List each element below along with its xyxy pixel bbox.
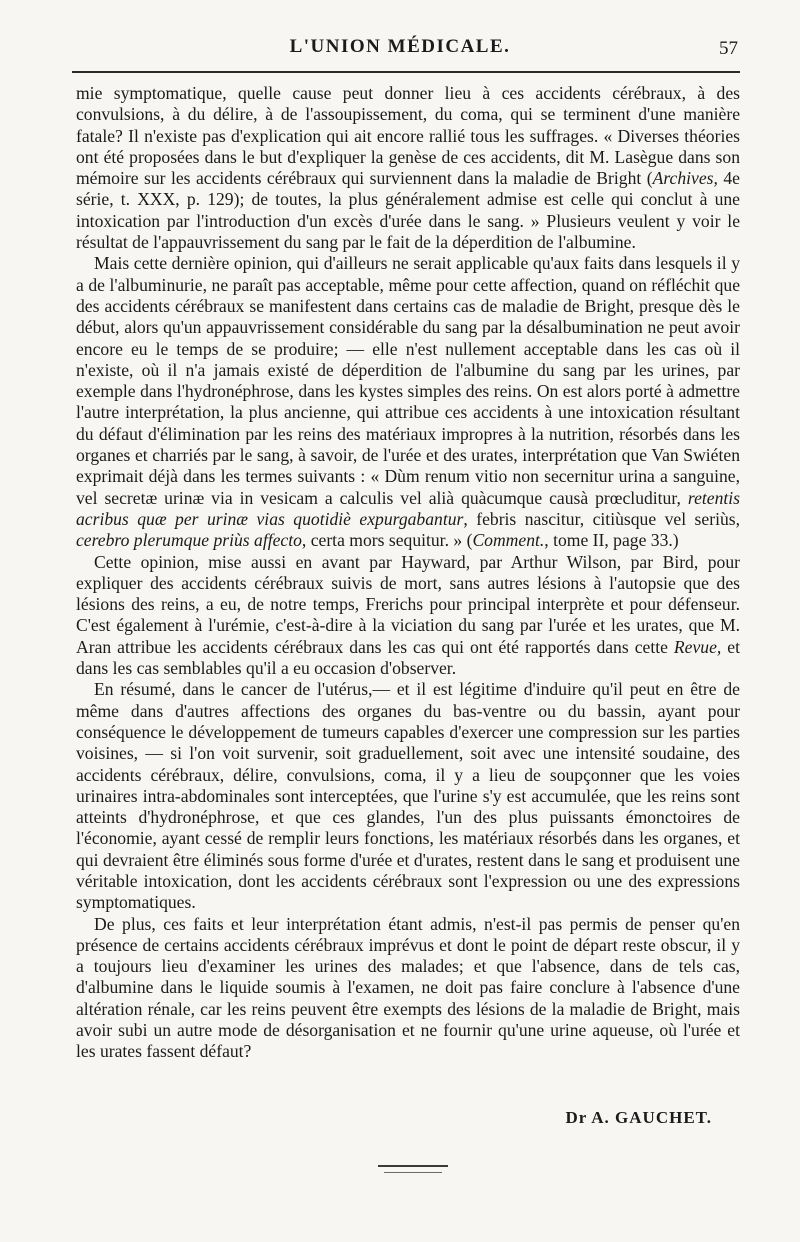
text-segment: Cette opinion, mise aussi en avant par Hayward, par Arthur Wilson, par Bird, pour expliquer des accidents cérébraux suivis de mort, sans autres lésions à l'autopsie que des lésions des reins, a eu, de notre temps, Frerichs pour principal interprète et pour défenseur. C'est également à l'urémie, c'est-à-dire à la viciation du sang par l'urée et les urates, que M. Aran attribue les accidents cérébraux dans les cas qui ont été rapportés dans cette [76,551,740,657]
italic-text: Revue, [673,636,722,657]
text-segment: En résumé, dans le cancer de l'utérus,— et il est légitime d'induire qu'il peut en être de même dans d'autres affections des organes du bas-ventre ou du bassin, ayant pour conséquence le développement de tumeurs capables d'exercer une compression sur les parties voisines, — si l'on voit survenir, soit graduellement, soit avec une intensité soudaine, des accidents cérébraux, délire, convulsions, coma, il y a lieu de soupçonner que les voies urinaires intra-abdominales sont interceptées, que l'urine s'y est accumulée, que les reins sont atteints d'hydronéphrose, et que ces glandes, l'un des plus puissants émonctoires de l'économie, ayant cessé de remplir leurs fonctions, les matériaux résorbés dans les organes, et qui devraient être éliminés sous forme d'urée et d'urates, restent dans le sang et produisent une véritable intoxication, dont les accidents cérébraux sont l'expression ou une des expressions symptomatiques. [76,679,740,913]
text-segment: mie symptomatique, quelle cause peut donner lieu à ces accidents cérébraux, à des convulsions, à du délire, à de l'assoupissement, du coma, qui se terminent d'une manière fatale? Il n'existe pas d'explication qui ait encore rallié tous les suffrages. « Diverses théories ont été proposées dans le but d'expliquer la genèse de ces accidents, dit M. Lasègue dans son mémoire sur les accidents cérébraux qui surviennent dans la maladie de Bright ( [76,83,740,189]
text-segment: , tome II, page 33.) [544,530,679,551]
paragraph-5 [76,914,740,1063]
text-segment: Mais cette dernière opinion, qui d'ailleurs ne serait applicable qu'aux faits dans lesquels il y a de l'albuminurie, ne paraît pas acceptable, même pour cette affection, quand on réfléchit que des accidents cérébraux se manifestent dans certains cas de maladie de Bright, presque dès le début, alors qu'un appauvrissement considérable du sang par la désalbumination ne peut avoir encore eu le temps de se produire; — elle n'est nullement acceptable dans les cas où il n'existe, où il n'a jamais existé de déperdition de l'albumine du sang par les urines, par exemple dans l'hydronéphrose, dans les kystes simples des reins. On est alors porté à admettre l'autre interprétation, la plus ancienne, qui attribue ces accidents à une intoxication résultant du défaut d'élimination par les reins des matériaux impropres à la nutrition, résorbés dans les organes et charriés par le sang, à savoir, de l'urée et des urates, interprétation que Van Swiéten exprimait déjà dans les termes suivants : « Dùm renum vitio non secernitur urina a sanguine, vel secretæ urinæ via in vesicam a calculis vel alià quàcumque causà prœcluditur, [76,253,740,508]
paragraph-1 [76,83,740,253]
text-segment: , febris nascitur, citiùsque vel seriùs, [463,508,740,529]
text-segment: et dans les cas semblables qu'il a eu occasion d'observer. [76,636,740,679]
footer-rule-secondary [384,1172,442,1173]
page-header [0,30,800,70]
paragraph-4 [76,679,740,913]
header-rule [72,71,740,73]
italic-text: cerebro plerumque priùs affecto [76,530,302,551]
italic-text: Archives, [652,168,718,189]
italic-text: retentis acribus quæ per urinæ vias quotidiè expurgabantur [76,487,740,529]
author-signature: Dr A. GAUCHET. [565,1108,712,1127]
paragraph-2 [76,253,740,551]
paragraph-3 [76,552,740,680]
text-segment: De plus, ces faits et leur interprétation étant admis, n'est-il pas permis de penser qu'en présence de certains accidents cérébraux imprévus et dont le point de départ reste obscur, il y a toujours lieu d'examiner les urines des malades; et que l'absence, dans de tels cas, d'albumine dans le liquide soumis à l'examen, ne doit pas faire conclure à l'absence d'une altération rénale, car les reins peuvent être exempts des lésions de la maladie de Bright, mais avoir subi un autre mode de désorganisation et ne fournir qu'une urine aqueuse, où l'urée et les urates fassent défaut? [76,913,740,1062]
body-text [76,83,740,1063]
footer-rule [378,1165,448,1167]
text-segment: , certa mors sequitur. » ( [301,530,473,551]
italic-text: Comment. [472,530,545,551]
page-number: 57 [719,38,738,59]
text-segment: 4e série, t. XXX, p. 129); de toutes, la plus généralement admise est celle qui conclut à une intoxication par l'introduction d'un excès d'urée dans le sang. » Plusieurs veulent y voir le résultat de l'appauvrissement du sang par le fait de la déperdition de l'albumine. [76,168,740,253]
running-title: L'UNION MÉDICALE. [289,36,511,57]
